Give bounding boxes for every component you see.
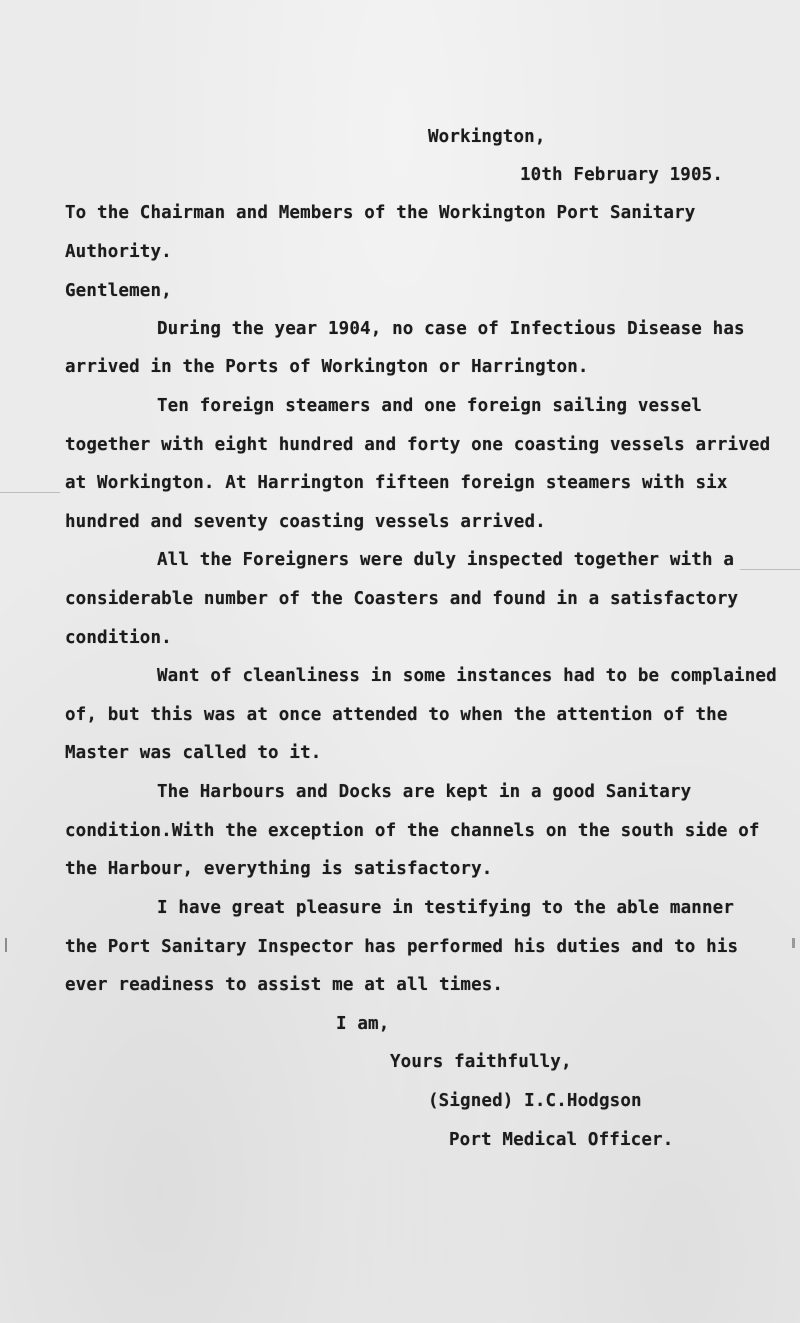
paragraph-line: condition.With the exception of the channels on the south side of: [65, 821, 760, 841]
scan-artifact: [5, 938, 7, 952]
letter-place: Workington,: [428, 127, 546, 147]
closing-yours: Yours faithfully,: [390, 1052, 572, 1072]
letter-date: 10th February 1905.: [520, 165, 724, 185]
signature-line: (Signed) I.C.Hodgson: [428, 1091, 642, 1111]
paragraph-line: During the year 1904, no case of Infectious Disease has: [157, 319, 745, 339]
closing-i-am: I am,: [336, 1014, 390, 1034]
paragraph-line: I have great pleasure in testifying to the able manner: [157, 898, 735, 918]
scan-artifact: [0, 492, 60, 493]
addressee-line: Authority.: [65, 242, 172, 262]
salutation: Gentlemen,: [65, 281, 172, 301]
signatory-title: Port Medical Officer.: [449, 1130, 674, 1150]
paragraph-line: Ten foreign steamers and one foreign sailing vessel: [157, 396, 702, 416]
addressee-line: To the Chairman and Members of the Workington Port Sanitary: [65, 203, 696, 223]
paragraph-line: at Workington. At Harrington fifteen foreign steamers with six: [65, 473, 728, 493]
paragraph-line: Want of cleanliness in some instances had to be complained: [157, 666, 777, 686]
paragraph-line: of, but this was at once attended to when the attention of the: [65, 705, 728, 725]
paragraph-line: the Port Sanitary Inspector has performed his duties and to his: [65, 937, 739, 957]
paragraph-line: The Harbours and Docks are kept in a good Sanitary: [157, 782, 692, 802]
paragraph-line: considerable number of the Coasters and found in a satisfactory: [65, 589, 739, 609]
paragraph-line: together with eight hundred and forty one coasting vessels arrived: [65, 435, 771, 455]
paragraph-line: ever readiness to assist me at all times.: [65, 975, 504, 995]
scan-artifact: [740, 569, 800, 570]
paragraph-line: arrived in the Ports of Workington or Harrington.: [65, 357, 589, 377]
paragraph-line: Master was called to it.: [65, 743, 322, 763]
paragraph-line: condition.: [65, 628, 172, 648]
scan-artifact: [792, 938, 795, 948]
paragraph-line: hundred and seventy coasting vessels arrived.: [65, 512, 546, 532]
paragraph-line: All the Foreigners were duly inspected together with a: [157, 550, 735, 570]
paragraph-line: the Harbour, everything is satisfactory.: [65, 859, 493, 879]
